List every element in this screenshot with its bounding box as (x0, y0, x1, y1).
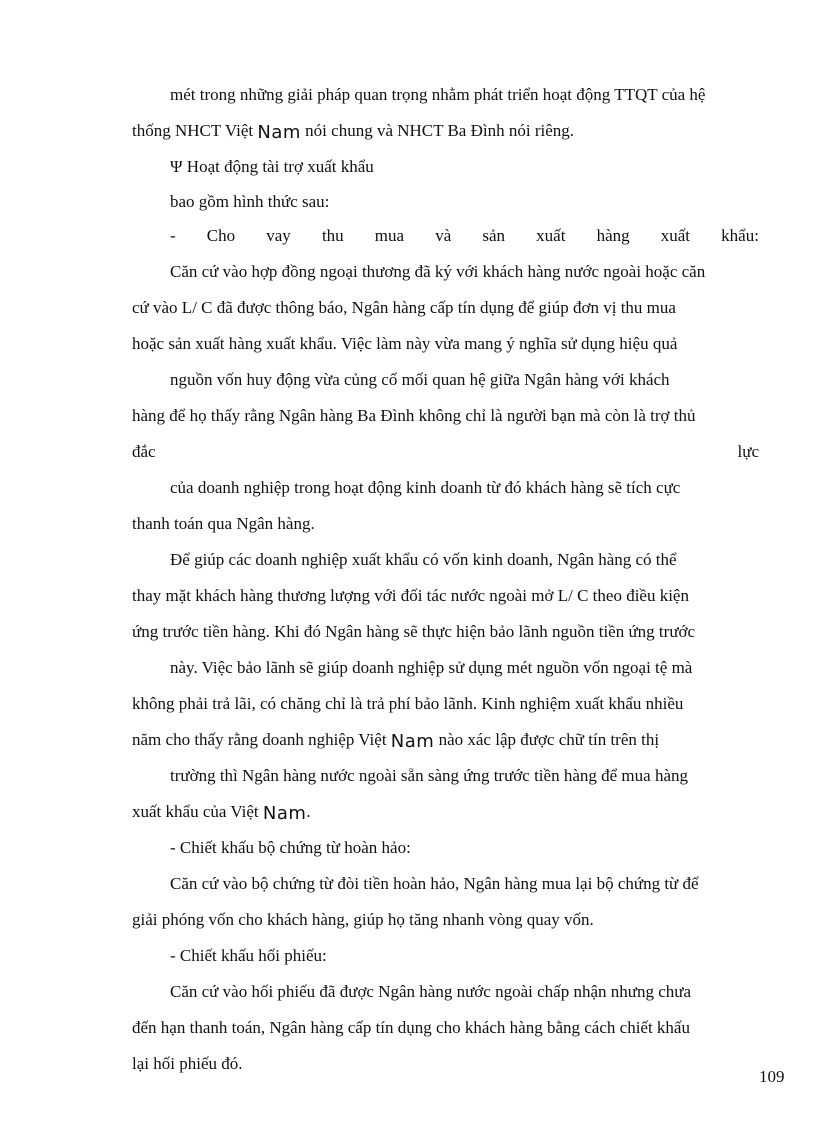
word: - (170, 226, 176, 245)
text-line (132, 119, 759, 145)
text-line: Ψ Hoạt động tài trợ xuất khẩu (170, 157, 374, 176)
text-line: - Chiết khấu bộ chứng từ hoàn hảo: (170, 838, 411, 857)
text-line: mét trong những giải pháp quan trọng nhằm phát triển hoạt động TTQT của hệ (170, 85, 706, 104)
word: Cho (206, 226, 236, 245)
word: hàng (596, 226, 630, 245)
text-line: hàng để họ thấy rằng Ngân hàng Ba Đình không chỉ là người bạn mà còn là trợ thủ (132, 406, 696, 425)
text-line: giải phóng vốn cho khách hàng, giúp họ tăng nhanh vòng quay vốn. (132, 910, 594, 929)
page-number: 109 (759, 1067, 785, 1086)
text-line: hoặc sản xuất hàng xuất khẩu. Việc làm này vừa mang ý nghĩa sử dụng hiệu quả (132, 334, 678, 353)
text-segment: . (306, 802, 311, 821)
text-line: này. Việc bảo lãnh sẽ giúp doanh nghiệp sử dụng mét nguồn vốn ngoại tệ mà (170, 658, 693, 677)
word: xuất (660, 226, 691, 245)
text-line: trường thì Ngân hàng nước ngoài sẵn sàng ứng trước tiền hàng để mua hàng (170, 766, 688, 785)
text-line (170, 224, 759, 250)
word: sản (482, 226, 506, 245)
text-segment: thống NHCT Việt (132, 121, 258, 140)
word: thu (321, 226, 344, 245)
text-line: đến hạn thanh toán, Ngân hàng cấp tín dụng cho khách hàng bằng cách chiết khấu (132, 1018, 690, 1037)
text-segment: xuất khẩu của Việt (132, 802, 263, 821)
text-line: ứng trước tiền hàng. Khi đó Ngân hàng sẽ thực hiện bảo lãnh nguồn tiền ứng trước (132, 622, 696, 641)
text-line: Để giúp các doanh nghiệp xuất khẩu có vốn kinh doanh, Ngân hàng có thể (170, 550, 677, 569)
text-line (132, 728, 759, 754)
text-line: Căn cứ vào hợp đồng ngoại thương đã ký với khách hàng nước ngoài hoặc căn (170, 262, 706, 281)
text-segment: nào xác lập được chữ tín trên thị (434, 730, 660, 749)
word-nam: Nam (257, 122, 301, 143)
text-line: không phải trả lãi, có chăng chỉ là trả phí bảo lãnh. Kinh nghiệm xuất khẩu nhiều (132, 694, 684, 713)
text-line: thanh toán qua Ngân hàng. (132, 514, 315, 533)
word: đắc (132, 442, 156, 461)
word: lực (737, 442, 759, 461)
text-line (132, 440, 759, 466)
word: vay (266, 226, 291, 245)
text-line (132, 800, 759, 826)
word-nam: Nam (390, 731, 435, 752)
text-line: Căn cứ vào hối phiếu đã được Ngân hàng nước ngoài chấp nhận nhưng chưa (170, 982, 692, 1001)
word: khẩu: (721, 226, 759, 245)
text-line: thay mặt khách hàng thương lượng với đối tác nước ngoài mở L/ C theo điều kiện (132, 586, 689, 605)
word: mua (374, 226, 405, 245)
text-line: bao gồm hình thức sau: (170, 192, 330, 211)
text-segment: nói chung và NHCT Ba Đình nói riêng. (300, 121, 574, 140)
word: xuất (536, 226, 566, 245)
text-line: - Chiết khấu hối phiếu: (170, 946, 327, 965)
text-line: Căn cứ vào bộ chứng từ đòi tiền hoàn hảo, Ngân hàng mua lại bộ chứng từ để (170, 874, 699, 893)
word: và (435, 226, 452, 245)
text-line: của doanh nghiệp trong hoạt động kinh doanh từ đó khách hàng sẽ tích cực (170, 478, 681, 497)
text-line: lại hối phiếu đó. (132, 1054, 243, 1073)
text-line: cứ vào L/ C đã được thông báo, Ngân hàng cấp tín dụng để giúp đơn vị thu mua (132, 298, 676, 317)
text-line: nguồn vốn huy động vừa củng cố mối quan hệ giữa Ngân hàng với khách (170, 370, 670, 389)
word-nam: Nam (262, 803, 307, 824)
text-segment: năm cho thấy rằng doanh nghiệp Việt (132, 730, 391, 749)
